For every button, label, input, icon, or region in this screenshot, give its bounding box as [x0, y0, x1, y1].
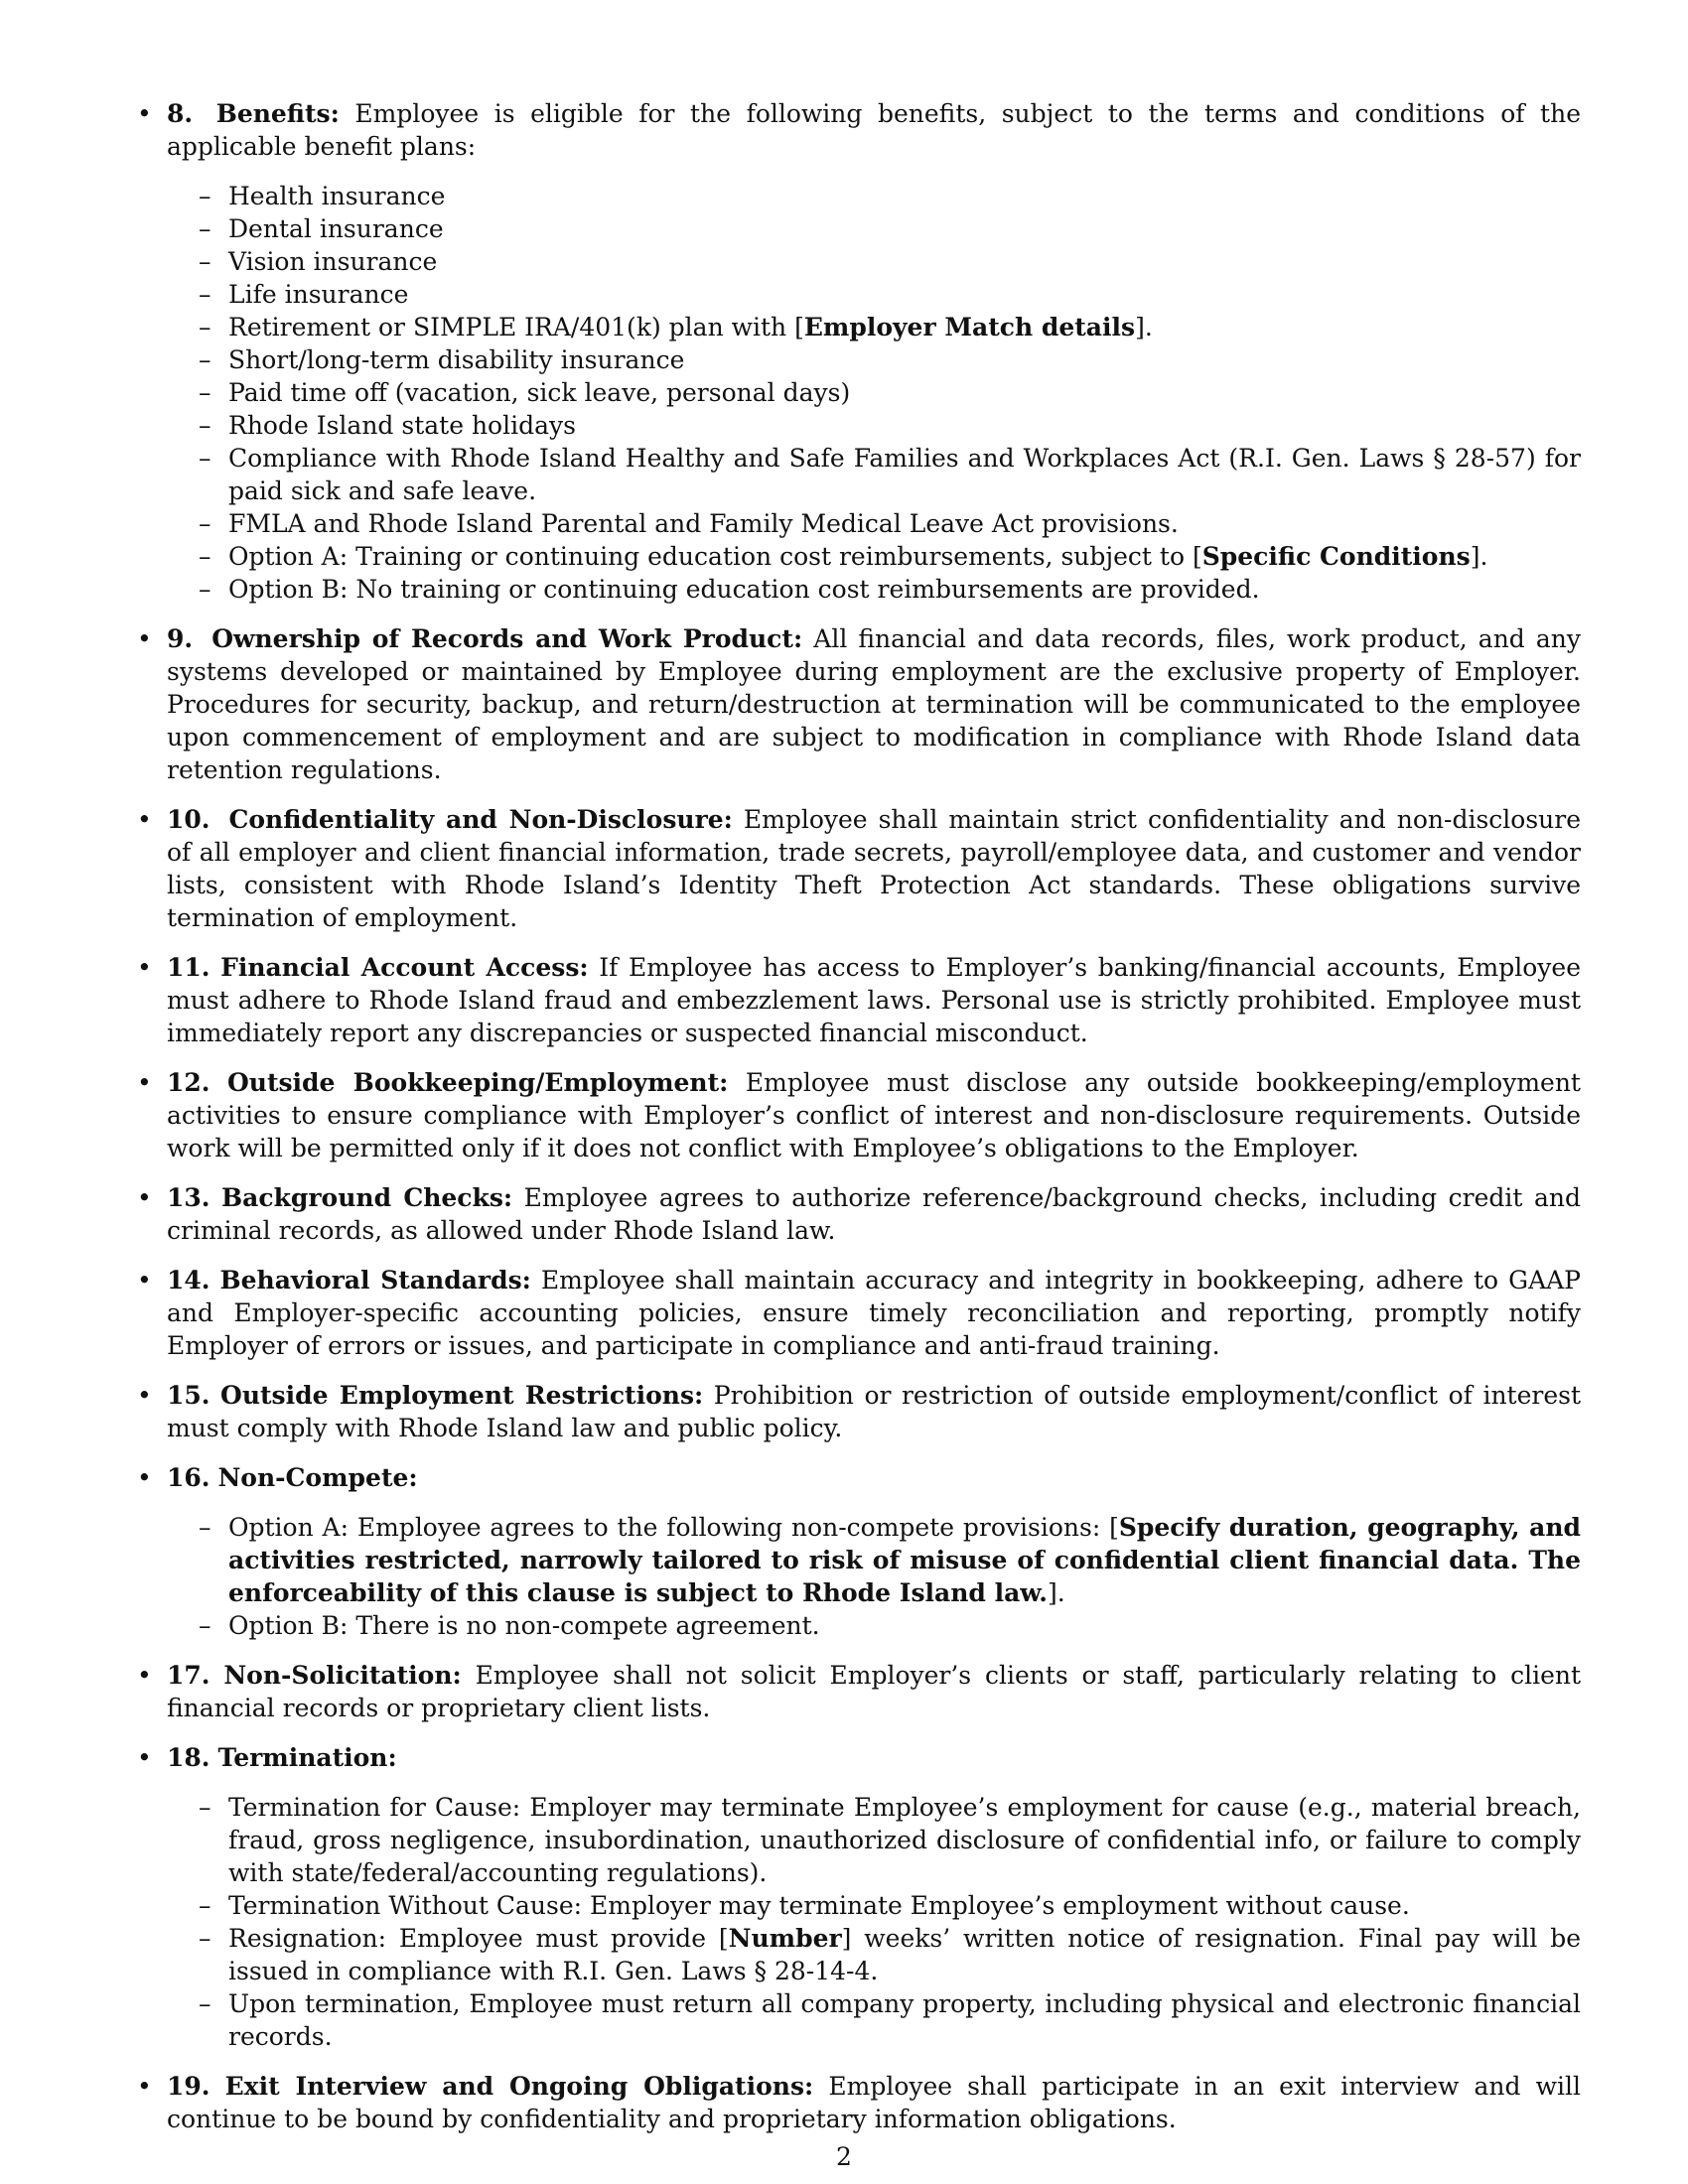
section-19-exit-interview [137, 2070, 1581, 2135]
section-heading: Background Checks: [221, 1183, 513, 1212]
section-body: Employee agrees to authorize reference/background checks, including credit and criminal records, as allowed under Rhode Island law. [167, 1183, 1581, 1245]
item-text: ] weeks’ written notice of resignation. Final pay will be issued in compliance with R.I. Gen. Laws § 28-14-4. [228, 1924, 1581, 1985]
non-compete-options [167, 1511, 1581, 1642]
list-item: – Life insurance [228, 278, 1581, 311]
section-number: 9. [167, 624, 194, 653]
list-item: – FMLA and Rhode Island Parental and Family Medical Leave Act provisions. [228, 507, 1581, 540]
list-item: – Health insurance [228, 180, 1581, 212]
list-item: – Dental insurance [228, 212, 1581, 245]
section-number: 10. [167, 805, 211, 834]
section-number: 13. [167, 1183, 211, 1212]
section-heading: Ownership of Records and Work Product: [211, 624, 803, 653]
item-text: ]. [1047, 1578, 1065, 1607]
section-11-financial-access [137, 951, 1581, 1049]
section-body: Employee shall maintain strict confidentiality and non-disclosure of all employer and client financial information, trade secrets, payroll/employee data, and customer and vendor lists, consistent with Rhode Island’s Identity Theft Protection Act standards. These obligations survive termination of employment. [167, 805, 1582, 932]
section-heading: Termination: [217, 1743, 397, 1772]
item-text: Resignation: Employee must provide [ [228, 1924, 729, 1953]
section-body: Prohibition or restriction of outside employment/conflict of interest must comply with Rhode Island law and public policy. [167, 1381, 1582, 1442]
section-heading: Confidentiality and Non-Disclosure: [228, 805, 733, 834]
document-body [137, 97, 1581, 2152]
section-15-outside-employment [137, 1379, 1581, 1444]
section-17-non-solicitation [137, 1659, 1581, 1724]
list-item [228, 1511, 1581, 1609]
section-number: 16. [167, 1463, 211, 1492]
list-item: – Termination Without Cause: Employer may terminate Employee’s employment without cause. [228, 1889, 1581, 1922]
list-item: – Compliance with Rhode Island Healthy and Safe Families and Workplaces Act (R.I. Gen. Laws § 28-57) for paid sick and safe leave. [228, 442, 1581, 507]
list-item: – Option B: No training or continuing education cost reimbursements are provided. [228, 573, 1581, 606]
list-item [228, 1922, 1581, 1987]
list-item [228, 311, 1581, 343]
section-body: All financial and data records, files, work product, and any systems developed or maintained by Employee during employment are the exclusive property of Employer. Procedures for security, backup, and return/destruction at termination will be communicated to the employee upon commencement of employment and are subject to modification in compliance with Rhode Island data retention regulations. [167, 624, 1582, 784]
page-number: 2 [836, 2142, 852, 2171]
section-12-outside-bookkeeping [137, 1066, 1581, 1164]
item-text: ]. [1470, 542, 1488, 571]
termination-list [167, 1791, 1581, 2053]
placeholder-text: Specify duration, geography, and activities restricted, narrowly tailored to risk of misuse of confidential client financial data. The enforceability of this clause is subject to Rhode Island law. [228, 1513, 1581, 1607]
section-heading: Financial Account Access: [220, 953, 589, 982]
section-number: 18. [167, 1743, 211, 1772]
section-heading: Outside Bookkeeping/Employment: [226, 1068, 729, 1097]
placeholder-text: Specific Conditions [1201, 542, 1471, 571]
section-body: Employee shall participate in an exit interview and will continue to be bound by confidentiality and proprietary information obligations. [167, 2072, 1582, 2133]
placeholder-text: Employer Match details [803, 313, 1136, 341]
list-item: – Short/long-term disability insurance [228, 343, 1581, 376]
section-9-ownership [137, 622, 1581, 786]
section-13-background-checks [137, 1181, 1581, 1247]
section-heading: Benefits: [215, 99, 340, 128]
section-heading: Non-Solicitation: [223, 1661, 462, 1690]
section-number: 8. [167, 99, 194, 128]
section-16-non-compete [137, 1461, 1581, 1642]
section-number: 14. [167, 1266, 211, 1295]
section-number: 15. [167, 1381, 211, 1410]
section-number: 11. [167, 953, 211, 982]
section-body: Employee shall maintain accuracy and integrity in bookkeeping, adhere to GAAP and Employer-specific accounting policies, ensure timely reconciliation and reporting, promptly notify Employer of errors or issues, and participate in compliance and anti-fraud training. [167, 1266, 1582, 1360]
section-number: 12. [167, 1068, 211, 1097]
section-10-confidentiality [137, 803, 1581, 934]
benefits-list [167, 180, 1581, 606]
list-item: – Paid time off (vacation, sick leave, personal days) [228, 376, 1581, 409]
section-intro: Employee is eligible for the following benefits, subject to the terms and conditions of the applicable benefit plans: [167, 99, 1582, 161]
section-body: If Employee has access to Employer’s banking/financial accounts, Employee must adhere to Rhode Island fraud and embezzlement laws. Personal use is strictly prohibited. Employee must immediately report any discrepancies or suspected financial misconduct. [167, 953, 1582, 1047]
section-body: Employee shall not solicit Employer’s clients or staff, particularly relating to client financial records or proprietary client lists. [167, 1661, 1582, 1722]
item-text: Option A: Employee agrees to the following non-compete provisions: [ [228, 1513, 1119, 1542]
list-item [228, 540, 1581, 573]
section-heading: Non-Compete: [217, 1463, 418, 1492]
section-18-termination [137, 1741, 1581, 2053]
section-8-benefits [137, 97, 1581, 606]
list-item: – Option B: There is no non-compete agreement. [228, 1609, 1581, 1642]
section-list [137, 97, 1581, 2135]
section-14-behavioral-standards [137, 1264, 1581, 1362]
item-text: Option A: Training or continuing education cost reimbursements, subject to [ [228, 542, 1202, 571]
section-heading: Exit Interview and Ongoing Obligations: [224, 2072, 814, 2101]
section-number: 19. [167, 2072, 211, 2101]
item-text: ]. [1135, 313, 1153, 341]
list-item: – Upon termination, Employee must return all company property, including physical and electronic financial records. [228, 1987, 1581, 2053]
section-number: 17. [167, 1661, 211, 1690]
placeholder-text: Number [728, 1924, 842, 1953]
list-item: – Rhode Island state holidays [228, 409, 1581, 442]
list-item: – Termination for Cause: Employer may terminate Employee’s employment for cause (e.g., material breach, fraud, gross negligence, insubordination, unauthorized disclosure of confidential info, or failure to comply with state/federal/accounting regulations). [228, 1791, 1581, 1889]
list-item: – Vision insurance [228, 245, 1581, 278]
section-heading: Outside Employment Restrictions: [220, 1381, 704, 1410]
section-body: Employee must disclose any outside bookkeeping/employment activities to ensure compliance with Employer’s conflict of interest and non-disclosure requirements. Outside work will be permitted only if it does not conflict with Employee’s obligations to the Employer. [167, 1068, 1581, 1162]
item-text: Retirement or SIMPLE IRA/401(k) plan with [ [228, 313, 804, 341]
section-heading: Behavioral Standards: [219, 1266, 531, 1295]
